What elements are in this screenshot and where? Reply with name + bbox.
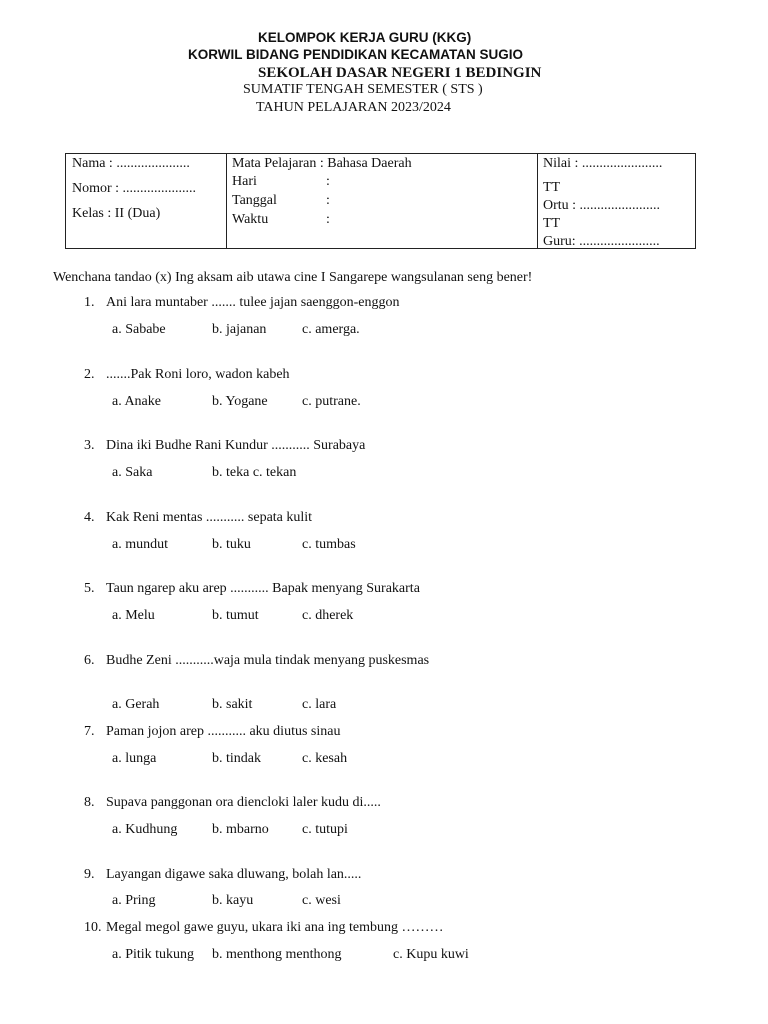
question-text: Ani lara muntaber ....... tulee jajan saenggon-enggon [106, 295, 400, 310]
option-c[interactable]: c. tutupi [302, 822, 348, 837]
score-field: Nilai : ....................... [543, 156, 663, 171]
option-b[interactable]: b. mbarno [212, 822, 269, 837]
option-b[interactable]: b. kayu [212, 893, 254, 908]
question-text: Taun ngarep aku arep ........... Bapak menyang Surakarta [106, 581, 420, 596]
question-item [84, 295, 400, 311]
option-c[interactable]: c. tumbas [302, 537, 356, 552]
question-item [84, 920, 443, 936]
option-b[interactable]: b. sakit [212, 697, 253, 712]
question-number: 2. [84, 367, 95, 382]
option-b[interactable]: b. jajanan [212, 322, 267, 337]
question-text: Paman jojon arep ........... aku diutus sinau [106, 724, 341, 739]
option-b[interactable]: b. tindak [212, 751, 261, 766]
option-a[interactable]: a. Pring [112, 893, 156, 908]
option-a[interactable]: a. Pitik tukung [112, 947, 195, 962]
option-c[interactable]: c. dherek [302, 608, 354, 623]
question-number: 8. [84, 795, 95, 810]
option-b[interactable]: b. tumut [212, 608, 259, 623]
signature-label-1: TT [543, 180, 561, 195]
time-label: Waktu [232, 212, 269, 227]
option-b[interactable]: b. teka c. tekan [212, 465, 297, 480]
header-exam-title: SUMATIF TENGAH SEMESTER ( STS ) [243, 82, 483, 97]
question-number: 7. [84, 724, 95, 739]
option-b[interactable]: b. menthong menthong [212, 947, 342, 962]
question-text: Dina iki Budhe Rani Kundur ........... Surabaya [106, 438, 366, 453]
question-item [84, 795, 381, 811]
question-text: Budhe Zeni ...........waja mula tindak menyang puskesmas [106, 653, 430, 668]
option-a[interactable]: a. Gerah [112, 697, 160, 712]
option-c[interactable]: c. kesah [302, 751, 348, 766]
option-c[interactable]: c. lara [302, 697, 337, 712]
option-a[interactable]: a. Sababe [112, 322, 166, 337]
signature-label-2: TT [543, 216, 561, 231]
header-korwil: KORWIL BIDANG PENDIDIKAN KECAMATAN SUGIO [188, 47, 524, 62]
question-item [84, 653, 429, 669]
question-number: 10. [84, 920, 102, 935]
question-text: .......Pak Roni loro, wadon kabeh [106, 367, 290, 382]
option-c[interactable]: c. Kupu kuwi [393, 947, 469, 962]
option-b[interactable]: b. Yogane [212, 394, 268, 409]
question-number: 4. [84, 510, 95, 525]
parent-signature-field: Ortu : ....................... [543, 198, 661, 213]
question-text: Megal megol gawe guyu, ukara iki ana ing tembung ……… [106, 920, 444, 935]
question-number: 6. [84, 653, 95, 668]
option-a[interactable]: a. Anake [112, 394, 161, 409]
option-a[interactable]: a. lunga [112, 751, 157, 766]
question-item [84, 438, 365, 454]
header-academic-year: TAHUN PELAJARAN 2023/2024 [256, 100, 451, 115]
question-number: 9. [84, 867, 95, 882]
question-text: Kak Reni mentas ........... sepata kulit [106, 510, 313, 525]
question-text: Layangan digawe saka dluwang, bolah lan..... [106, 867, 362, 882]
question-number: 1. [84, 295, 95, 310]
day-label: Hari [232, 174, 257, 189]
number-field: Nomor : ..................... [72, 181, 197, 196]
date-label: Tanggal [232, 193, 277, 208]
option-a[interactable]: a. Saka [112, 465, 153, 480]
question-text: Supava panggonan ora diencloki laler kudu di..... [106, 795, 381, 810]
name-field: Nama : ..................... [72, 156, 190, 171]
option-c[interactable]: c. amerga. [302, 322, 360, 337]
option-a[interactable]: a. Kudhung [112, 822, 178, 837]
student-identity-table [65, 153, 696, 249]
day-colon: : [326, 174, 330, 189]
question-item [84, 510, 312, 526]
teacher-signature-field: Guru: ....................... [543, 234, 660, 249]
header-kkg: KELOMPOK KERJA GURU (KKG) [258, 30, 472, 45]
subject-field: Mata Pelajaran : Bahasa Daerah [232, 156, 412, 171]
question-number: 3. [84, 438, 95, 453]
question-item [84, 724, 340, 740]
option-b[interactable]: b. tuku [212, 537, 251, 552]
option-a[interactable]: a. Melu [112, 608, 155, 623]
option-c[interactable]: c. putrane. [302, 394, 361, 409]
question-item [84, 367, 290, 383]
option-a[interactable]: a. mundut [112, 537, 168, 552]
time-colon: : [326, 212, 330, 227]
date-colon: : [326, 193, 330, 208]
option-c[interactable]: c. wesi [302, 893, 341, 908]
class-field: Kelas : II (Dua) [72, 206, 161, 221]
instruction-text: Wenchana tandao (x) Ing aksam aib utawa cine I Sangarepe wangsulanan seng bener! [53, 270, 533, 285]
question-item [84, 581, 420, 597]
header-school-name: SEKOLAH DASAR NEGERI 1 BEDINGIN [258, 65, 542, 81]
question-item [84, 867, 361, 883]
question-number: 5. [84, 581, 95, 596]
